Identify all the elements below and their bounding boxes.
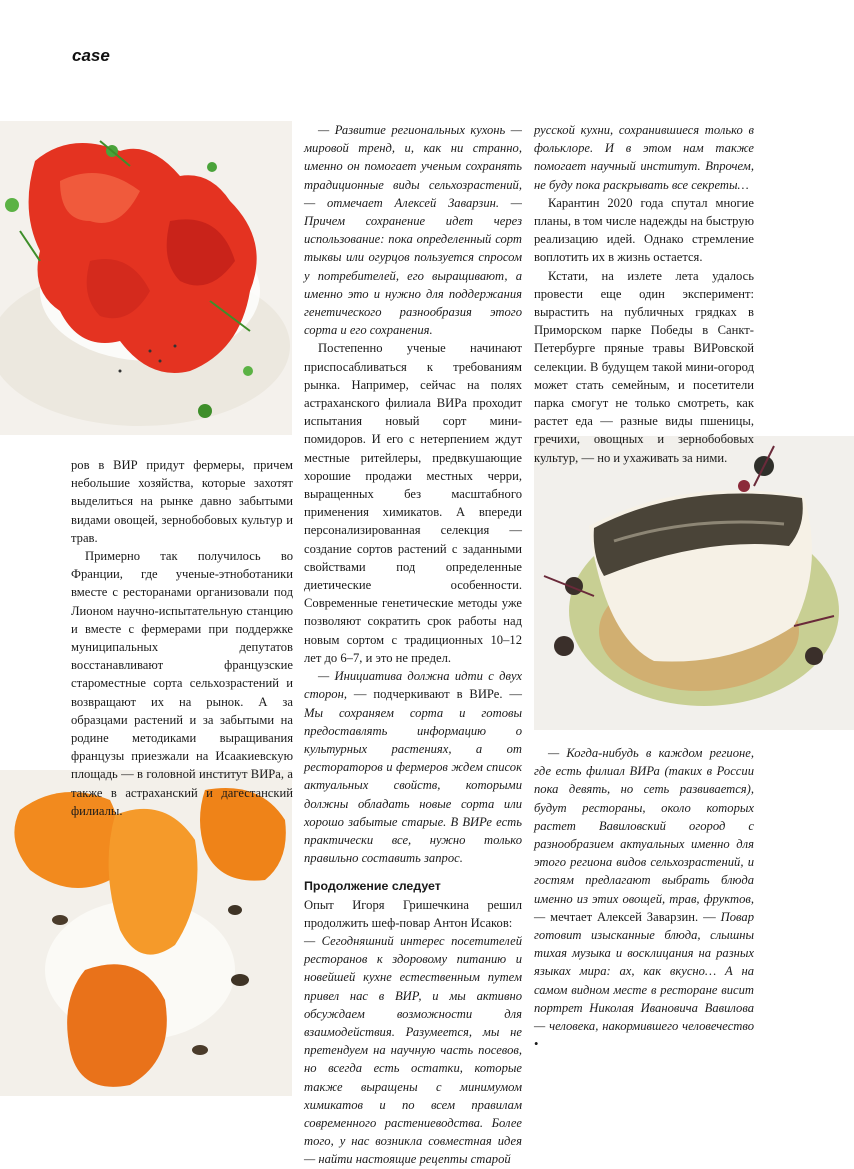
paragraph bbox=[304, 121, 522, 339]
quote-text: русской кухни, сохранившиеся только в фольклоре. И в этом нам также помогает научный институт. Впрочем, не буду пока раскрывать все секреты… bbox=[534, 123, 754, 192]
quote-text: — Развитие региональных кухонь — мировой тренд, и, как ни странно, именно он помогает ученым сохранять традиционные виды сельхозрастений, — bbox=[304, 123, 522, 210]
paragraph: Постепенно ученые начинают приспосабливаться к требованиям рынка. Например, сейчас на полях астраханского филиала ВИРа проходит испытания новый сорт мини-помидоров. И его с нетерпением ждут местные ритейлеры, предвкушающие хорошие продажи местных черри, выращенных без масштабного применения химикатов. А впереди персонализированная селекция — создание сортов растений с заданными свойствами под определенные диетические особенности. Современные генетические методы уже позволяют сократить срок работы над новым сортом с традиционных 10–12 лет до 6–7, и это не предел. bbox=[304, 341, 522, 665]
paragraph: ров в ВИР придут фермеры, причем небольшие хозяйства, которые захотят выделиться на рынке давно забытыми видами овощей, зернобобовых культур и трав. bbox=[71, 458, 293, 545]
section-label: case bbox=[72, 46, 110, 65]
fish-dish-photo bbox=[534, 436, 854, 730]
quote-text: отмечает Алексей Заварзин. — Причем сохранение идет через использование: пока определенный сорт тыквы или огурцов пользуется спросом у потребителей, его выращивают, а именно это и нужно для поддержания генетического разнообразия этого сорта и его сохранения. bbox=[304, 195, 522, 338]
column-left bbox=[71, 456, 293, 820]
end-mark: • bbox=[534, 1037, 539, 1052]
quote-text: — Инициатива должна идти с двух сторон, bbox=[304, 669, 522, 702]
attribution-text: мечтает Алексей Заварзин. — bbox=[545, 909, 721, 924]
quote-text: Мы сохраняем сорта и готовы предоставлять информацию о культурных растениях, а от рестораторов и фермеров ждем список актуальных свойств, которыми должны обладать новые сорта или хорошо забытые старые. В ВИРе есть практически все, нужно только правильно составить запрос. bbox=[304, 705, 522, 866]
column-right bbox=[534, 121, 754, 467]
tomato-dish-photo bbox=[0, 121, 292, 435]
paragraph: Кстати, на излете лета удалось провести еще один эксперимент: вырастить на публичных грядках в Приморском парке Победы в Санкт-Петербурге пряные травы ВИРовской селекции. В будущем такой мини-огород может стать семейным, и посетители парка смогут не только смотреть, как растет еда — разные виды пшеницы, гречихи, овощных и зернобобовых культур, — но и ухаживать за ними. bbox=[534, 268, 754, 465]
paragraph: Опыт Игоря Гришечкина решил продолжить шеф-повар Антон Исаков: bbox=[304, 897, 522, 930]
column-middle bbox=[304, 121, 522, 1169]
paragraph: Карантин 2020 года спутал многие планы, в том числе надежды на быструю реализацию идей. Однако стремление воплотить их в жизнь остается. bbox=[534, 195, 754, 265]
subheading: Продолжение следует bbox=[304, 879, 441, 894]
paragraph bbox=[304, 667, 522, 867]
column-right-bottom bbox=[534, 744, 754, 1053]
paragraph: Примерно так получилось во Франции, где ученые-этноботаники вместе с ресторанами организовали под Лионом научно-испытательную станцию и вместе с фермерами при поддержке муниципальных депутатов восстанавливают французские староместные сорта сельхозрастений и возвращают их на рынок. А за образцами растений и за забытыми на родине методиками выращивания французы приезжали на Исаакиевскую площадь — в головной институт ВИРа, а также в астраханский и дагестанский филиалы. bbox=[71, 549, 293, 818]
quote-text: — Когда-нибудь в каждом регионе, где есть филиал ВИРа (таких в России пока девять, но сеть развивается), будут рестораны, около которых растет Вавиловский огород с разнообразием актуальных именно для этого региона видов сельхозрастений, и гостям предлагают выбрать блюда именно из этих овощей, трав, фруктов, — bbox=[534, 746, 754, 924]
quote-text: — Сегодняшний интерес посетителей ресторанов к здоровому питанию и новейшей кухне естественным путем привел нас в ВИР, и мы активно обсуждаем возможности для взаимодействия. Разумеется, мы не претендуем на научную часть посевов, но всегда есть остатки, которые также выращены с минимумом химикатов и по всем правилам современного растениеводства. Более того, у нас возникла совместная идея — найти настоящие рецепты старой bbox=[304, 933, 522, 1167]
quote-text: Повар готовит изысканные блюда, слышны тихая музыка и восклицания на разных языках мира: ах, как вкусно… А на самом видном месте в ресторане висит портрет Николая Ивановича Вавилова — человека, накормившего человечество bbox=[534, 909, 754, 1034]
paragraph bbox=[534, 744, 754, 1053]
attribution-text: — подчеркивают в ВИРе. — bbox=[346, 687, 522, 702]
